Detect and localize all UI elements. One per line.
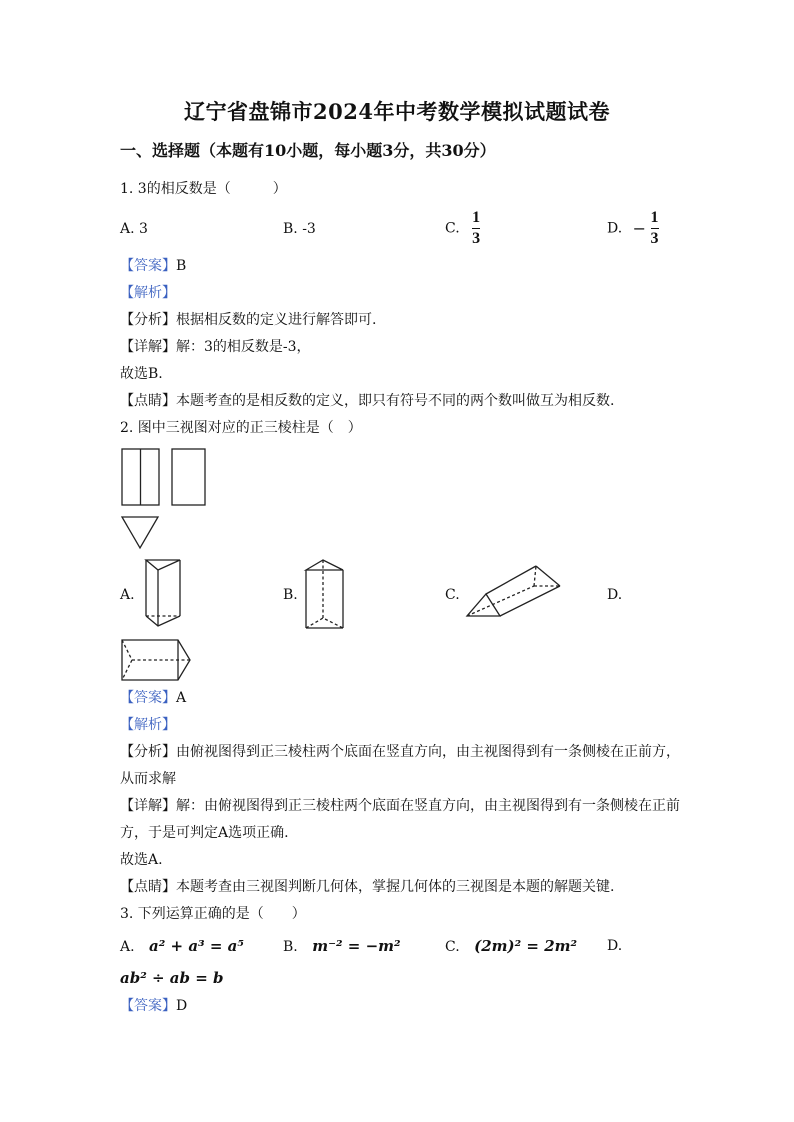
q3-option-a [120,937,244,956]
q1-option-b: B. -3 [283,221,316,237]
q2-option-c-label: C. [445,587,460,603]
q2-choose: 故选A. [120,852,163,868]
q3-option-c [445,937,577,956]
q2-option-b-label: B. [283,587,298,603]
q1-option-d-sign: − [632,218,647,238]
q1-solution: 【详解】解：3的相反数是-3， [120,339,311,355]
page-title: 辽宁省盘锦市2024年中考数学模拟试题试卷 [184,99,610,124]
prism-a [138,558,188,630]
q3-option-c-expr: (2m)² = 2m² [474,937,578,955]
q1-analysis: 【分析】根据相反数的定义进行解答即可. [120,312,377,328]
q3-answer [120,997,187,1015]
q3-option-a-label: A. [120,939,135,955]
side-view [172,449,205,505]
q3-option-d-expr: ab² ÷ ab = b [120,969,224,987]
q3-option-d-label: D. [607,938,623,954]
q1-comment: 【点睛】本题考查的是相反数的定义，即只有符号不同的两个数叫做互为相反数. [120,393,615,409]
q1-option-c-denominator: 3 [472,230,481,247]
q1-answer [120,257,186,275]
q3-option-d [120,969,224,988]
q2-solution-line-2: 方，于是可判定A选项正确. [120,825,289,841]
q1-option-c-fraction [472,210,480,247]
q1-option-d-denominator: 3 [650,230,659,247]
q2-stem: 2. 图中三视图对应的正三棱柱是（ ） [120,420,362,436]
q3-option-a-expr: a² + a³ = a⁵ [149,937,244,955]
q2-answer [120,689,186,707]
q2-solution-line-1: 【详解】解：由俯视图得到正三棱柱两个底面在竖直方向，由主视图得到有一条侧棱在正前 [120,798,680,814]
q1-option-d [607,210,659,247]
prism-c [464,562,572,622]
q2-answer-value: A [176,690,187,706]
q3-option-b-label: B. [283,939,298,955]
q2-analysis-line-1: 【分析】由俯视图得到正三棱柱两个底面在竖直方向，由主视图得到有一条侧棱在正前方， [120,744,680,760]
q1-answer-value: B [176,258,187,274]
q3-option-b-expr: m⁻² = −m² [312,937,401,955]
q1-option-d-label: D. [607,220,623,237]
q1-option-d-fraction [651,210,659,247]
prism-b-top [306,560,343,570]
q3-stem: 3. 下列运算正确的是（ ） [120,906,306,922]
prism-a-top [146,560,180,570]
three-view-figure [118,447,213,555]
q2-option-a-label: A. [120,587,135,603]
q1-option-c-label: C. [445,220,460,237]
q1-option-a: A. 3 [120,221,148,237]
q1-option-c-numerator: 1 [472,209,481,226]
answer-tag: 【答案】 [120,998,176,1014]
top-view [122,517,158,548]
section-heading: 一、选择题（本题有10小题，每小题3分，共30分） [120,141,496,160]
q2-analysis-line-2: 从而求解 [120,771,176,787]
prism-b [303,558,349,630]
q2-option-d-label: D. [607,587,623,603]
q1-option-d-numerator: 1 [650,209,659,226]
answer-tag: 【答案】 [120,690,176,706]
q3-option-b [283,937,401,956]
q2-comment: 【点睛】本题考查由三视图判断几何体，掌握几何体的三视图是本题的解题关键. [120,879,615,895]
q1-option-c [445,210,480,247]
q3-option-c-label: C. [445,939,460,955]
prism-d [120,638,194,682]
q1-analysis-tag: 【解析】 [120,285,176,301]
q1-choose: 故选B. [120,366,163,382]
q3-answer-value: D [176,998,188,1014]
prism-c-front [467,594,500,616]
q1-stem: 1. 3的相反数是（ ） [120,181,287,197]
q2-analysis-tag: 【解析】 [120,717,176,733]
answer-tag: 【答案】 [120,258,176,274]
